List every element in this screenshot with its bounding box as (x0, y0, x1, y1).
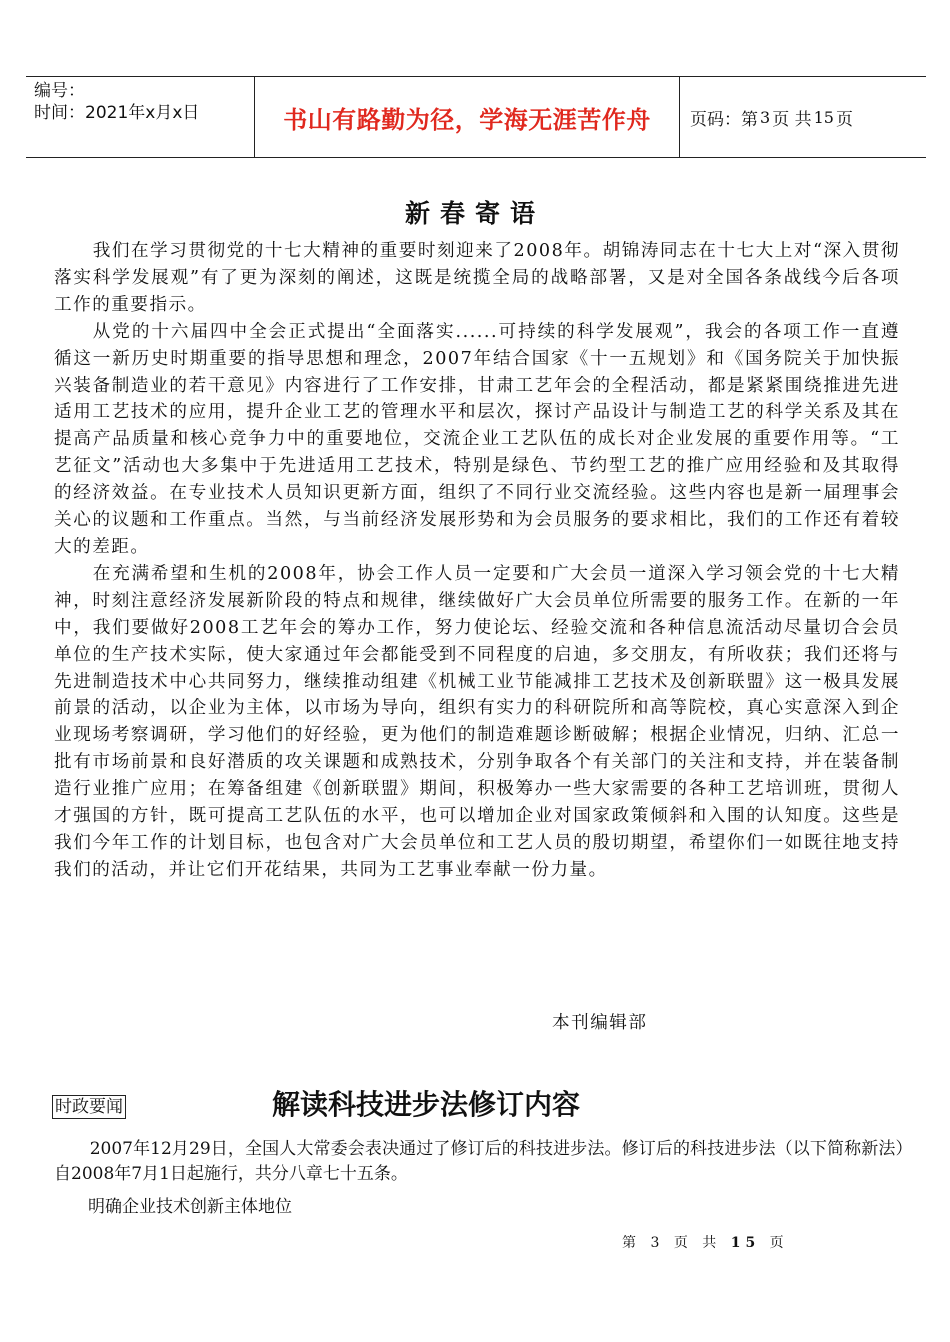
document-number-label: 编号： (34, 81, 85, 101)
article-body (54, 238, 900, 884)
page-mid: 页 共 (772, 109, 812, 130)
news-subhead: 明确企业技术创新主体地位 (88, 1197, 292, 1217)
footer-total: 15 (730, 1235, 761, 1251)
footer-current: 3 (650, 1235, 665, 1251)
header-meta (26, 77, 254, 157)
page-footer (622, 1232, 789, 1252)
page-current: 3 (760, 107, 771, 127)
article-paragraph-2: 从党的十六届四中全会正式提出“全面落实......可持续的科学发展观”，我会的各项工作一直遵循这一新历史时期重要的指导思想和理念，2007年结合国家《十一五规划》和《国务院关于加快振兴装备制造业的若干意见》内容进行了工作安排，甘肃工艺年会的全程活动，都是紧紧围绕推进先进适用工艺技术的应用，提升企业工艺的管理水平和层次，探讨产品设计与制造工艺的科学关系及其在提高产品质量和核心竞争力中的重要地位，交流企业工艺队伍的成长对企业发展的重要作用等。“工艺征文”活动也大多集中于先进适用工艺技术，特别是绿色、节约型工艺的推广应用经验和及其取得的经济效益。在专业技术人员知识更新方面，组织了不同行业交流经验。这些内容也是新一届理事会关心的议题和工作重点。当然，与当前经济发展形势和为会员服务的要求相比，我们的工作还有着较大的差距。 (54, 321, 900, 557)
header-motto-cell (254, 77, 680, 157)
article-paragraph-3: 在充满希望和生机的2008年，协会工作人员一定要和广大会员一道深入学习领会党的十七大精神，时刻注意经济发展新阶段的特点和规律，继续做好广大会员单位所需要的服务工作。在新的一年中，我们要做好2008工艺年会的筹办工作，努力使论坛、经验交流和各种信息流活动尽量切合会员单位的生产技术实际，使大家通过年会都能受到不同程度的启迪，多交朋友，有所收获；我们还将与先进制造技术中心共同努力，继续推动组建《机械工业节能减排工艺技术及创新联盟》这一极具发展前景的活动，以企业为主体，以市场为导向，组织有实力的科研院所和高等院校，真心实意深入到企业现场考察调研，学习他们的好经验，更为他们的制造难题诊断破解；根据企业情况，归纳、汇总一批有市场前景和良好潜质的攻关课题和成熟技术，分别争取各个有关部门的关注和支持，并在装备制造行业推广应用；在筹备组建《创新联盟》期间，积极筹办一些大家需要的各种工艺培训班，贯彻人才强国的方针，既可提高工艺队伍的水平，也可以增加企业对国家政策倾斜和入围的认知度。这些是我们今年工作的计划目标，也包含对广大会员单位和工艺人员的殷切期望，希望你们一如既往地支持我们的活动，并让它们开花结果，共同为工艺事业奉献一份力量。 (54, 563, 900, 880)
article-title: 新春寄语 (404, 199, 545, 228)
page-total: 15 (813, 107, 834, 127)
news-title: 解读科技进步法修订内容 (272, 1088, 581, 1121)
page-prefix: 页码：第 (690, 109, 758, 130)
page-suffix: 页 (835, 109, 853, 130)
footer-prefix: 第 (622, 1235, 641, 1251)
footer-mid: 页 共 (673, 1235, 722, 1251)
news-paragraph: 2007年12月29日，全国人大常委会表决通过了修订后的科技进步法。修订后的科技进步法（以下简称新法）自2008年7月1日起施行，共分八章七十五条。 (54, 1139, 904, 1184)
footer-suffix: 页 (769, 1235, 789, 1251)
header-page-info (680, 77, 926, 157)
header-table (26, 76, 926, 158)
article-signature: 本刊编辑部 (552, 1013, 648, 1033)
article-paragraph-1: 我们在学习贯彻党的十七大精神的重要时刻迎来了2008年。胡锦涛同志在十七大上对“深入贯彻落实科学发展观”有了更为深刻的阐述，这既是统揽全局的战略部署，又是对全国各条战线今后各项工作的重要指示。 (54, 241, 900, 315)
header-motto: 书山有路勤为径，学海无涯苦作舟 (283, 104, 651, 134)
document-time-label: 时间：2021年x月x日 (34, 103, 200, 123)
news-body (54, 1137, 904, 1187)
section-tag: 时政要闻 (52, 1095, 126, 1119)
